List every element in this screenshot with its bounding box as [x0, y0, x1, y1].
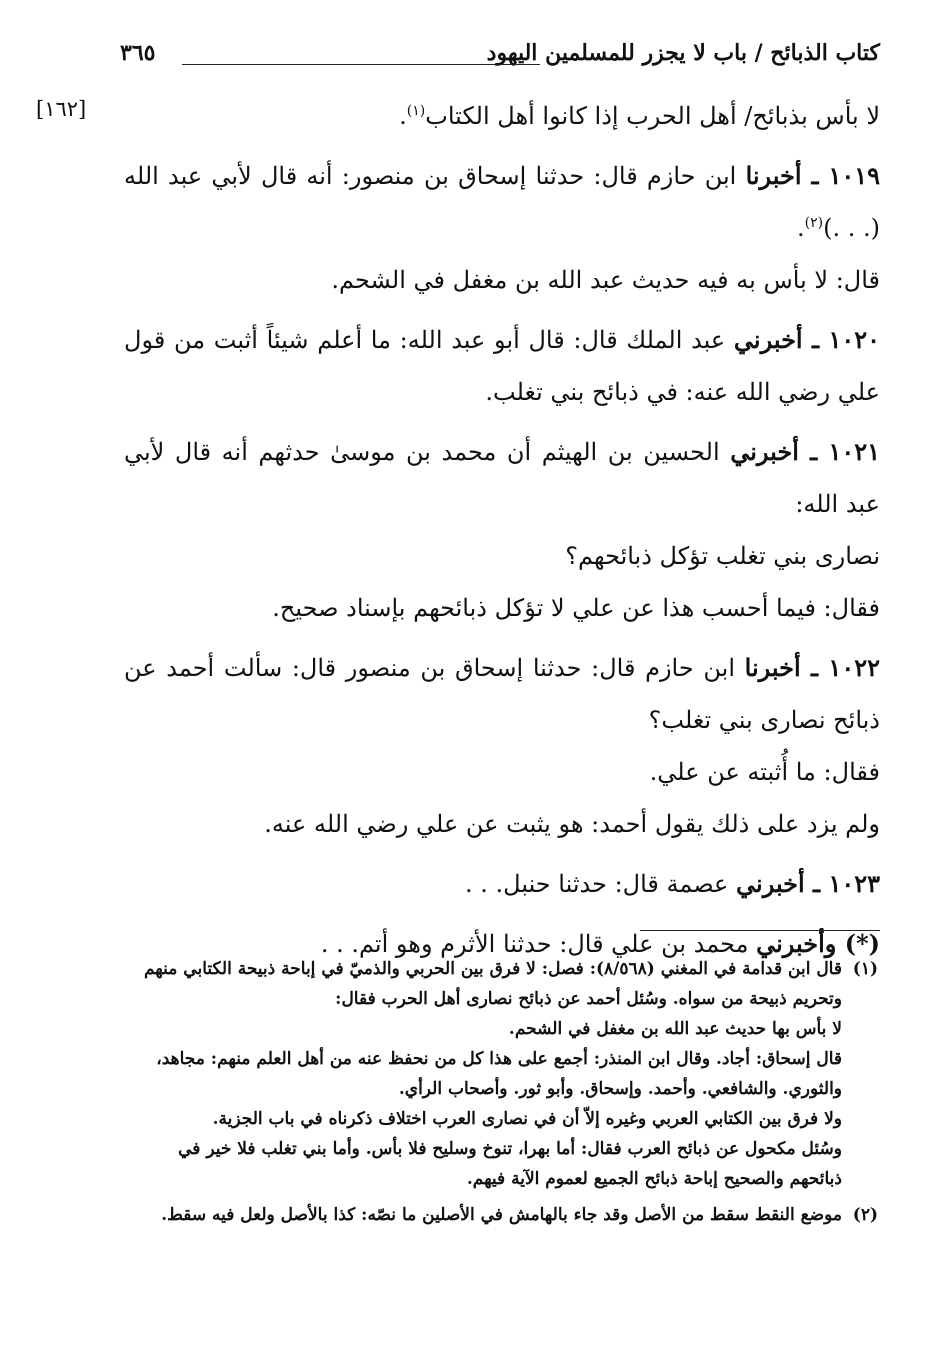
footnote-line: وسُئل مكحول عن ذبائح العرب فقال: أما بهرا، تنوخ وسليح فلا بأس. وأما بني تغلب فلا خير في ذبائحهم والصحيح إباحة ذبائح الجميع لعموم الآية فيهم. — [178, 1139, 842, 1189]
hadith-marker: ١٠١٩ ـ أخبرنا — [745, 161, 880, 190]
paragraph — [124, 858, 880, 910]
hadith-marker: ١٠٢٢ ـ أخبرنا — [744, 653, 880, 682]
hadith-marker: (*) وأخبرني — [756, 929, 880, 958]
paragraph-text: عصمة قال: حدثنا حنبل. . . — [465, 870, 737, 898]
paragraph-text: ابن حازم قال: حدثنا إسحاق بن منصور: أنه قال لأبي عبد الله (. . .) — [124, 162, 880, 242]
hadith-marker: ١٠٢١ ـ أخبرني — [730, 437, 880, 466]
footnote — [124, 1200, 878, 1230]
footnote-line: ولا فرق بين الكتابي العربي وغيره إلاّ أن في نصارى العرب اختلاف ذكرناه في باب الجزية. — [212, 1109, 842, 1129]
hadith-marker: ١٠٢٠ ـ أخبرني — [733, 325, 881, 354]
paragraph-text: عبد الملك قال: قال أبو عبد الله: ما أعلم شيئاً أثبت من قول علي رضي الله عنه: في ذبائح بني تغلب. — [124, 326, 880, 406]
paragraph-text: قال: لا بأس به فيه حديث عبد الله بن مغفل في الشحم. — [331, 266, 880, 294]
hadith-marker: ١٠٢٣ ـ أخبرني — [736, 869, 880, 898]
paragraph-text: ابن حازم قال: حدثنا إسحاق بن منصور قال: سألت أحمد عن ذبائح نصارى بني تغلب؟ — [124, 654, 880, 734]
chapter-title: كتاب الذبائح / باب لا يجزر للمسلمين اليهود — [486, 40, 880, 66]
paragraph — [124, 642, 880, 746]
footnote-body — [124, 1200, 842, 1230]
footnote-line: قال ابن قدامة في المغني (٨/٥٦٨): فصل: لا فرق بين الحربي والذميّ في إباحة ذبيحة الكتابي منهم وتحريم ذبيحة من سواه. وسُئل أحمد عن ذبائح نصارى أهل الحرب فقال: — [143, 959, 842, 1009]
paragraph — [124, 150, 880, 254]
page-number: ٣٦٥ — [120, 40, 156, 66]
footnote-reference[interactable]: (٢) — [804, 215, 824, 231]
paragraph — [124, 530, 880, 582]
running-head — [120, 38, 880, 78]
paragraph-text: محمد بن علي قال: حدثنا الأثرم وهو أتم. . . — [320, 930, 757, 958]
main-text — [124, 90, 880, 970]
paragraph-text: لا بأس بذبائح/ أهل الحرب إذا كانوا أهل الكتاب — [425, 102, 880, 130]
paragraph — [124, 798, 880, 850]
paragraph-text: فقال: فيما أحسب هذا عن علي لا تؤكل ذبائحهم بإسناد صحيح. — [272, 594, 880, 622]
paragraph — [124, 314, 880, 418]
paragraph-text: . — [399, 102, 407, 130]
manuscript-folio-marker: [١٦٢] — [36, 97, 87, 121]
footnote-number: (١) — [852, 959, 878, 979]
footnote-body — [124, 954, 842, 1194]
paragraph-text: ولم يزد على ذلك يقول أحمد: هو يثبت عن علي رضي الله عنه. — [264, 810, 880, 838]
footnote-line: موضع النقط سقط من الأصل وقد جاء بالهامش في الأصلين ما نصّه: كذا بالأصل ولعل فيه سقط. — [161, 1205, 842, 1225]
paragraph — [124, 426, 880, 530]
paragraph — [124, 90, 880, 142]
paragraph — [124, 254, 880, 306]
footnote — [124, 954, 878, 1194]
footnote-reference[interactable]: (١) — [406, 103, 426, 119]
paragraph-text: . — [797, 214, 805, 242]
paragraph — [124, 746, 880, 798]
paragraph-text: فقال: ما أُثبته عن علي. — [649, 758, 880, 786]
paragraph-text: الحسين بن الهيثم أن محمد بن موسىٰ حدثهم أنه قال لأبي عبد الله: — [124, 438, 880, 518]
header-rule — [182, 64, 540, 65]
footnote-number: (٢) — [852, 1205, 878, 1225]
footnotes — [124, 954, 878, 1230]
footnote-line: قال إسحاق: أجاد. وقال ابن المنذر: أجمع على هذا كل من نحفظ عنه من أهل العلم منهم: مجاهد، والثوري. والشافعي. وأحمد. وإسحاق. وأبو ثور. وأصحاب الرأي. — [156, 1049, 842, 1099]
footnote-line: لا بأس بها حديث عبد الله بن مغفل في الشحم. — [508, 1019, 842, 1039]
footnote-rule — [640, 930, 880, 931]
paragraph — [124, 582, 880, 634]
paragraph-text: نصارى بني تغلب تؤكل ذبائحهم؟ — [565, 542, 880, 570]
